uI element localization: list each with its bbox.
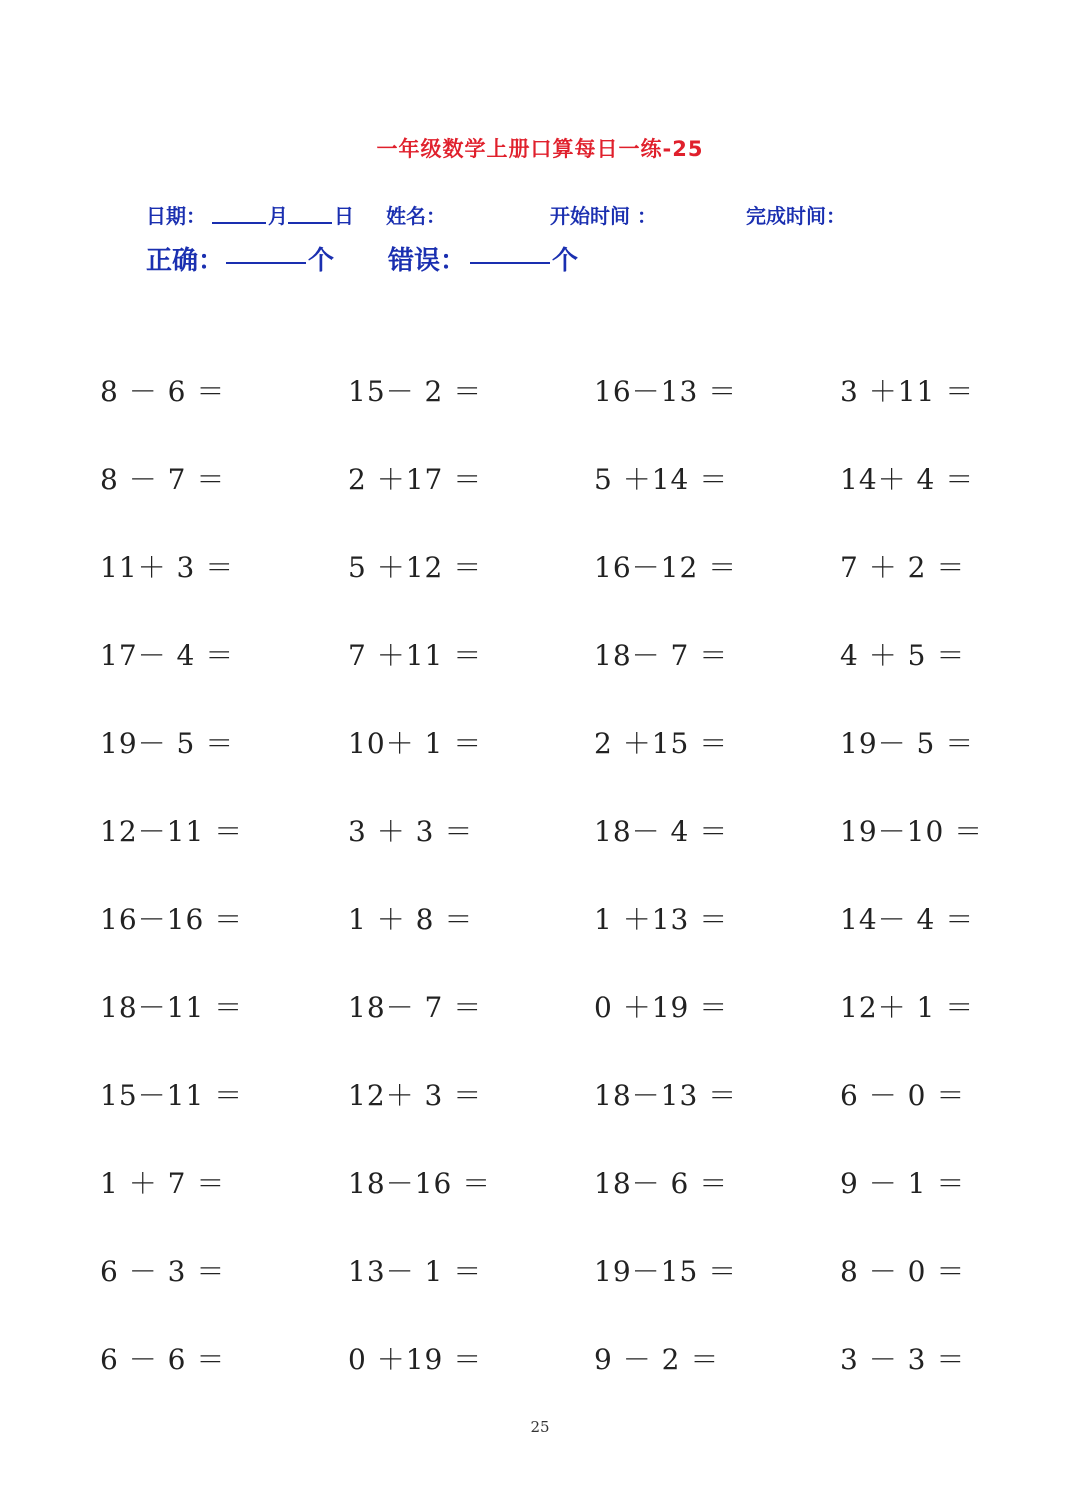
- name-label: 姓名：: [386, 204, 446, 228]
- problem-2-4: 14＋ 4 ＝: [840, 463, 975, 496]
- problem-3-1: 11＋ 3 ＝: [100, 551, 235, 584]
- start-time-label: 开始时间 ：: [550, 204, 657, 228]
- page-number: 25: [530, 1418, 550, 1436]
- problem-3-4: 7 ＋ 2 ＝: [840, 551, 966, 584]
- problem-7-4: 14－ 4 ＝: [840, 903, 975, 936]
- problem-12-1: 6 － 6 ＝: [100, 1343, 226, 1376]
- day-blank[interactable]: [288, 200, 332, 224]
- problem-1-4: 3 ＋11 ＝: [840, 375, 975, 408]
- problem-4-2: 7 ＋11 ＝: [348, 639, 483, 672]
- problem-6-2: 3 ＋ 3 ＝: [348, 815, 474, 848]
- problem-11-3: 19－15 ＝: [594, 1255, 738, 1288]
- problem-7-2: 1 ＋ 8 ＝: [348, 903, 474, 936]
- day-label: 日: [334, 204, 354, 228]
- problem-6-4: 19－10 ＝: [840, 815, 984, 848]
- problem-7-1: 16－16 ＝: [100, 903, 244, 936]
- wrong-unit: 个: [552, 246, 579, 276]
- problem-9-2: 12＋ 3 ＝: [348, 1079, 483, 1112]
- problem-9-3: 18－13 ＝: [594, 1079, 738, 1112]
- problem-10-1: 1 ＋ 7 ＝: [100, 1167, 226, 1200]
- problem-2-3: 5 ＋14 ＝: [594, 463, 729, 496]
- problem-1-3: 16－13 ＝: [594, 375, 738, 408]
- wrong-blank[interactable]: [470, 240, 550, 264]
- finish-time-label: 完成时间：: [746, 204, 846, 228]
- problem-6-1: 12－11 ＝: [100, 815, 244, 848]
- problem-8-3: 0 ＋19 ＝: [594, 991, 729, 1024]
- problem-9-4: 6 － 0 ＝: [840, 1079, 966, 1112]
- problem-3-2: 5 ＋12 ＝: [348, 551, 483, 584]
- problem-9-1: 15－11 ＝: [100, 1079, 244, 1112]
- problem-5-2: 10＋ 1 ＝: [348, 727, 483, 760]
- problem-10-4: 9 － 1 ＝: [840, 1167, 966, 1200]
- correct-label: 正确：: [146, 246, 225, 276]
- correct-unit: 个: [308, 246, 335, 276]
- problem-1-1: 8 － 6 ＝: [100, 375, 226, 408]
- problem-6-3: 18－ 4 ＝: [594, 815, 729, 848]
- problem-5-3: 2 ＋15 ＝: [594, 727, 729, 760]
- problem-8-4: 12＋ 1 ＝: [840, 991, 975, 1024]
- problem-5-1: 19－ 5 ＝: [100, 727, 235, 760]
- problem-11-1: 6 － 3 ＝: [100, 1255, 226, 1288]
- worksheet-title: 一年级数学上册口算每日一练-25: [376, 137, 704, 161]
- wrong-label: 错误：: [388, 246, 467, 276]
- problem-8-2: 18－ 7 ＝: [348, 991, 483, 1024]
- problem-12-2: 0 ＋19 ＝: [348, 1343, 483, 1376]
- problem-11-4: 8 － 0 ＝: [840, 1255, 966, 1288]
- problem-10-2: 18－16 ＝: [348, 1167, 492, 1200]
- problem-7-3: 1 ＋13 ＝: [594, 903, 729, 936]
- month-label: 月: [268, 204, 288, 228]
- problem-8-1: 18－11 ＝: [100, 991, 244, 1024]
- problem-4-1: 17－ 4 ＝: [100, 639, 235, 672]
- problem-4-3: 18－ 7 ＝: [594, 639, 729, 672]
- date-label: 日期：: [146, 204, 206, 228]
- problem-4-4: 4 ＋ 5 ＝: [840, 639, 966, 672]
- problem-2-1: 8 － 7 ＝: [100, 463, 226, 496]
- correct-blank[interactable]: [226, 240, 306, 264]
- problem-11-2: 13－ 1 ＝: [348, 1255, 483, 1288]
- problem-5-4: 19－ 5 ＝: [840, 727, 975, 760]
- problem-3-3: 16－12 ＝: [594, 551, 738, 584]
- problem-1-2: 15－ 2 ＝: [348, 375, 483, 408]
- problem-12-3: 9 － 2 ＝: [594, 1343, 720, 1376]
- problem-12-4: 3 － 3 ＝: [840, 1343, 966, 1376]
- problem-10-3: 18－ 6 ＝: [594, 1167, 729, 1200]
- month-blank[interactable]: [212, 200, 266, 224]
- problem-2-2: 2 ＋17 ＝: [348, 463, 483, 496]
